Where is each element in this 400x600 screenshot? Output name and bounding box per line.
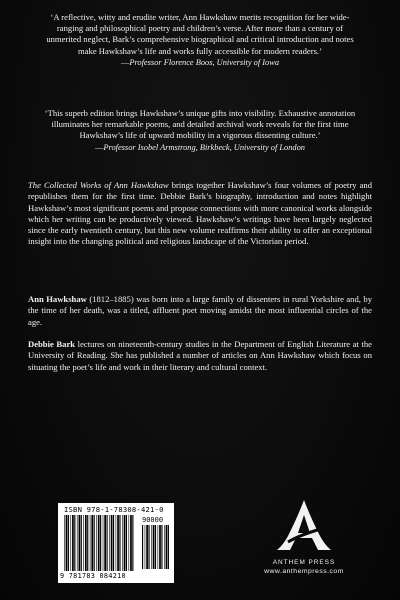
barcode-bar <box>142 525 143 569</box>
barcode-bar <box>72 515 74 571</box>
barcode-bar <box>119 515 120 571</box>
publisher-url[interactable]: www.anthempress.com <box>264 568 344 575</box>
review-quote-boos <box>44 12 356 68</box>
barcode-bar <box>153 525 155 569</box>
quote-attribution: —Professor Florence Boos, University of Iowa <box>120 57 280 67</box>
ean-digits: 9 781783 084210 <box>60 572 126 580</box>
barcode-bar <box>94 515 95 571</box>
book-description <box>28 180 372 248</box>
barcode-bar <box>166 525 168 569</box>
barcode-bar <box>148 525 149 569</box>
barcode-bar <box>96 515 97 571</box>
editor-bio-text: lectures on nineteenth-century studies in the Department of English Literature at the University of Reading. She has published a number of articles on Ann Hawkshaw which focus on situating the poet’s life and work in their literary and cultural context. <box>28 339 372 372</box>
book-title: The Collected Works of Ann Hawkshaw <box>28 180 169 190</box>
publisher-name: ANTHEM PRESS <box>272 559 336 566</box>
barcode-bar <box>161 525 162 569</box>
barcode-bar <box>113 515 114 571</box>
description-text: brings together Hawkshaw’s four volumes of poetry and republishes them for the first time. Debbie Bark’s biography, introduction and notes highlight Hawkshaw’s most significant poems and propose connections with more canonical works alongside which her writing can be productively viewed. Hawkshaw’s writings have been largely neglected since the early twentieth century, but this new volume reaffirms their ability to offer an exceptional insight into the changing political and religious landscape of the Victorian period. <box>28 180 372 247</box>
barcode-bar <box>168 525 169 569</box>
barcode-bar <box>103 515 104 571</box>
isbn-label: ISBN 978-1-78308-421-0 <box>64 505 164 514</box>
editor-bio <box>28 339 372 373</box>
barcode-bar <box>164 525 165 569</box>
barcode-bar <box>109 515 110 571</box>
isbn-barcode <box>58 503 174 583</box>
barcode-bar <box>146 525 148 569</box>
barcode-bar <box>79 515 81 571</box>
barcode-bar <box>126 515 127 571</box>
barcode-bar <box>66 515 68 571</box>
barcode-bar <box>91 515 93 571</box>
barcode-bar <box>159 525 161 569</box>
barcode-bar <box>158 525 159 569</box>
anthem-a-logo-icon <box>274 498 334 554</box>
barcode-bar <box>130 515 132 571</box>
barcode-bar <box>81 515 82 571</box>
quote-text: ‘A reflective, witty and erudite writer, Ann Hawkshaw merits recognition for her wide-ranging and philosophical poetry and children’s verse. After more than a century of unmerited neglect, Bark’s comprehensive biographical and critical introduction and notes make Hawkshaw’s life and works fully accessible for modern readers.’ <box>46 12 354 56</box>
editor-name: Debbie Bark <box>28 339 76 349</box>
quote-attribution: —Professor Isobel Armstrong, Birkbeck, University of London <box>95 142 305 152</box>
barcode-bar <box>117 515 119 571</box>
barcode-bar <box>155 525 156 569</box>
barcode-bar <box>68 515 69 571</box>
barcode-bar <box>98 515 100 571</box>
author-bio <box>28 294 372 328</box>
ean13-bars <box>64 515 134 571</box>
barcode-bar <box>77 515 78 571</box>
quote-text: ‘This superb edition brings Hawkshaw’s unique gifts into visibility. Exhaustive annotation illuminates her remarkable poems, and detailed archival work reveals for the first time Hawkshaw’s life of upward mobility in a vigorous dissenting culture.’ <box>44 108 356 141</box>
barcode-bar <box>64 515 65 571</box>
barcode-bar <box>132 515 133 571</box>
barcode-bar <box>145 525 146 569</box>
barcode-bar <box>100 515 101 571</box>
barcode-bar <box>90 515 91 571</box>
barcode-bar <box>74 515 75 571</box>
author-bio-text: (1812–1885) was born into a large family of dissenters in rural Yorkshire and, by the time of her death, was a titled, affluent poet moving amidst the most influential circles of the age. <box>28 294 372 327</box>
barcode-bar <box>124 515 126 571</box>
barcode-bar <box>87 515 88 571</box>
barcode-bar <box>83 515 84 571</box>
review-quote-armstrong <box>44 108 356 153</box>
barcode-bar <box>107 515 108 571</box>
price-code: 90000 <box>142 516 164 524</box>
barcode-bar <box>111 515 113 571</box>
barcode-bar <box>116 515 117 571</box>
barcode-bar <box>104 515 106 571</box>
barcode-bar <box>70 515 71 571</box>
barcode-bar <box>122 515 123 571</box>
price-code-bars <box>142 525 170 569</box>
barcode-bar <box>151 525 152 569</box>
author-name: Ann Hawkshaw <box>28 294 87 304</box>
barcode-bar <box>129 515 130 571</box>
publisher-block <box>250 558 358 576</box>
barcode-bar <box>85 515 87 571</box>
